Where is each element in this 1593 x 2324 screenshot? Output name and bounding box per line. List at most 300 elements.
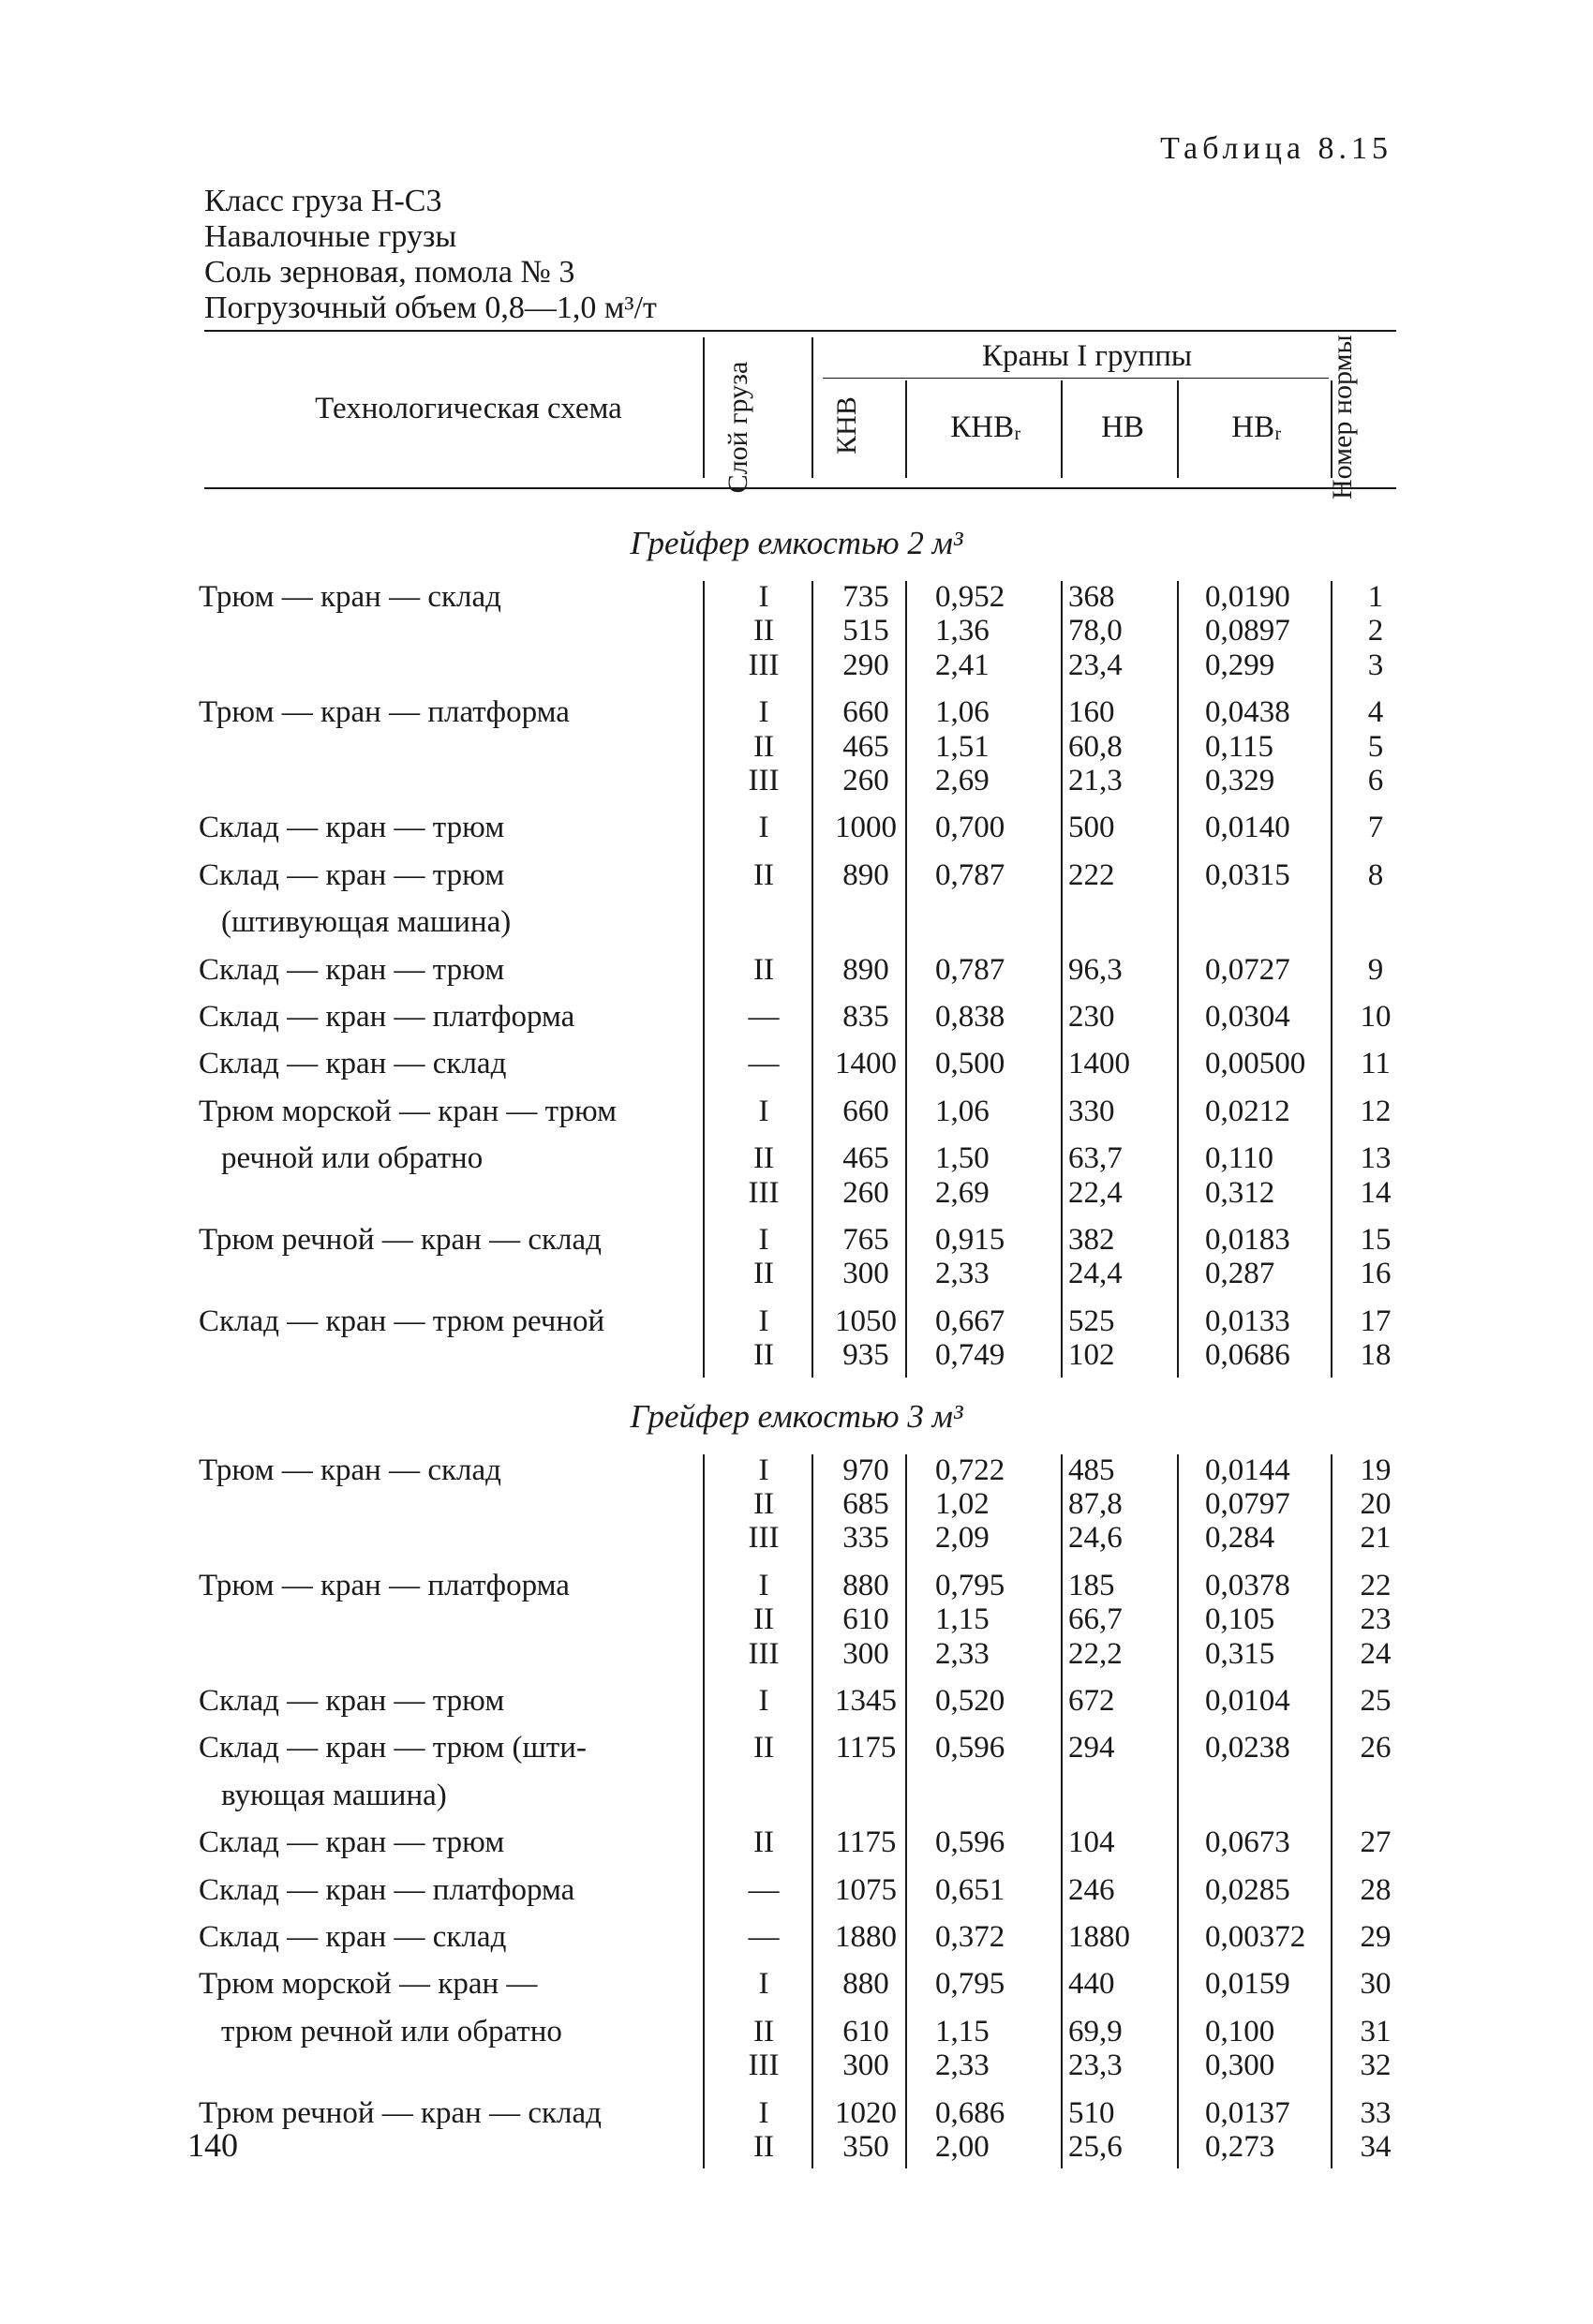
nv-cell: 160 [1068, 695, 1115, 730]
norm-number-cell: 23 [1360, 1602, 1392, 1637]
knv-cell: 465 [842, 729, 889, 764]
norm-number-cell: 11 [1361, 1047, 1391, 1081]
knv-cell: 515 [842, 614, 889, 648]
scheme-cell: Склад — кран — трюм речной [199, 1304, 605, 1338]
knv-cell: 1075 [835, 1872, 897, 1907]
knvr-cell: 1,36 [935, 614, 990, 648]
table-row [0, 613, 1593, 648]
header-divider [703, 337, 705, 478]
knv-cell: 1000 [835, 811, 897, 845]
column-divider [703, 1454, 705, 2169]
nv-cell: 22,2 [1068, 1636, 1123, 1671]
nv-cell: 368 [1068, 580, 1115, 614]
table-row [0, 1778, 1593, 1813]
scheme-cell: Склад — кран — платформа [199, 1000, 575, 1034]
layer-cell: III [748, 1521, 780, 1556]
scheme-cell: Склад — кран — трюм [199, 952, 505, 987]
layer-cell: I [758, 1568, 769, 1602]
nv-cell: 87,8 [1068, 1487, 1123, 1521]
scheme-cell: Трюм речной — кран — склад [199, 2095, 602, 2130]
table-row [0, 1636, 1593, 1672]
knv-cell: 1345 [835, 1684, 897, 1718]
nvr-cell: 0,0212 [1205, 1094, 1290, 1128]
layer-cell: — [748, 1000, 780, 1034]
nvr-cell: 0,0897 [1205, 614, 1290, 648]
table-row [0, 1568, 1593, 1603]
header-layer: Слой груза [722, 361, 753, 494]
nvr-cell: 0,329 [1205, 764, 1275, 797]
header-top-rule [204, 330, 1396, 332]
layer-cell: II [753, 729, 774, 764]
column-divider [1331, 1454, 1332, 2169]
scheme-cell: Склад — кран — трюм [199, 857, 505, 892]
scheme-cell: трюм речной или обратно [221, 2014, 562, 2048]
norm-number-cell: 27 [1360, 1825, 1392, 1860]
knvr-cell: 2,09 [935, 1521, 990, 1556]
layer-cell: — [748, 1872, 780, 1907]
nv-cell: 102 [1068, 1338, 1115, 1373]
knv-cell: 880 [842, 1568, 889, 1602]
table-row [0, 999, 1593, 1035]
layer-cell: III [748, 1636, 780, 1671]
nv-cell: 22,4 [1068, 1175, 1123, 1210]
norm-number-cell: 19 [1360, 1452, 1392, 1487]
table-row [0, 1825, 1593, 1860]
header-nv: НВ [1101, 410, 1144, 444]
knv-cell: 970 [842, 1452, 889, 1487]
knvr-cell: 0,596 [935, 1731, 1005, 1765]
nv-cell: 222 [1068, 857, 1115, 892]
nv-cell: 1400 [1068, 1047, 1130, 1081]
layer-cell: — [748, 1047, 780, 1081]
nvr-cell: 0,0378 [1205, 1568, 1290, 1602]
nv-cell: 63,7 [1068, 1141, 1123, 1176]
norm-number-cell: 14 [1360, 1175, 1392, 1210]
knvr-cell: 0,500 [935, 1047, 1005, 1081]
table-row [0, 1872, 1593, 1908]
section-title: Грейфер емкостью 2 м³ [630, 525, 963, 561]
table-row [0, 1337, 1593, 1373]
knv-cell: 1880 [835, 1920, 897, 1954]
norm-number-cell: 5 [1367, 729, 1384, 764]
norm-number-cell: 18 [1360, 1338, 1392, 1373]
layer-cell: I [758, 2095, 769, 2130]
layer-cell: II [753, 2014, 774, 2048]
scheme-cell: Склад — кран — склад [199, 1047, 507, 1081]
knvr-cell: 0,787 [935, 952, 1005, 987]
loading-volume: Погрузочный объем 0,8—1,0 м³/т [204, 290, 657, 325]
table-row [0, 579, 1593, 615]
column-divider [1061, 1454, 1063, 2169]
knv-cell: 610 [842, 1602, 889, 1637]
nvr-cell: 0,0159 [1205, 1967, 1290, 2002]
norm-number-cell: 21 [1360, 1521, 1392, 1556]
norm-number-cell: 28 [1360, 1872, 1392, 1907]
nv-cell: 78,0 [1068, 614, 1123, 648]
page-number: 140 [187, 2126, 238, 2164]
knvr-cell: 2,33 [935, 2048, 990, 2083]
table-row [0, 1222, 1593, 1258]
scheme-cell: Трюм морской — кран — [199, 1967, 538, 2002]
nv-cell: 66,7 [1068, 1602, 1123, 1637]
section-title: Грейфер емкостью 3 м³ [630, 1397, 963, 1435]
nv-cell: 185 [1068, 1568, 1115, 1602]
table-row [0, 1601, 1593, 1637]
norm-number-cell: 31 [1360, 2014, 1392, 2048]
scheme-cell: Склад — кран — трюм [199, 1825, 505, 1860]
norm-number-cell: 25 [1360, 1684, 1392, 1718]
nvr-cell: 0,110 [1205, 1141, 1274, 1176]
table-row [0, 1486, 1593, 1522]
nv-cell: 60,8 [1068, 729, 1123, 764]
table-row [0, 2129, 1593, 2165]
nvr-cell: 0,00372 [1205, 1920, 1306, 1954]
knvr-cell: 0,838 [935, 1000, 1005, 1034]
nvr-cell: 0,273 [1205, 2130, 1275, 2164]
nvr-cell: 0,0238 [1205, 1731, 1290, 1765]
scheme-cell: (штивующая машина) [221, 905, 512, 940]
header-divider [1061, 380, 1063, 478]
knvr-cell: 0,795 [935, 1967, 1005, 2002]
knvr-cell: 2,33 [935, 1257, 990, 1291]
nvr-cell: 0,300 [1205, 2048, 1275, 2083]
layer-cell: I [758, 1304, 769, 1338]
column-divider [905, 581, 907, 1378]
nv-cell: 230 [1068, 1000, 1115, 1034]
nv-cell: 104 [1068, 1825, 1115, 1860]
knvr-cell: 0,915 [935, 1223, 1005, 1257]
norm-number-cell: 8 [1367, 857, 1384, 892]
table-row [0, 1175, 1593, 1211]
norm-number-cell: 3 [1367, 648, 1384, 682]
knvr-cell: 0,749 [935, 1338, 1005, 1373]
scheme-cell: Трюм — кран — склад [199, 1452, 501, 1487]
layer-cell: III [748, 764, 780, 797]
nvr-cell: 0,0797 [1205, 1487, 1290, 1521]
nvr-cell: 0,312 [1205, 1175, 1275, 1210]
cargo-meta [204, 184, 657, 326]
knvr-cell: 1,51 [935, 729, 990, 764]
layer-cell: II [753, 1338, 774, 1373]
scheme-cell: Трюм речной — кран — склад [199, 1223, 602, 1257]
table-row [0, 1046, 1593, 1081]
norm-number-cell: 33 [1360, 2095, 1392, 2130]
layer-cell: II [753, 1257, 774, 1291]
knv-cell: 1175 [835, 1825, 897, 1860]
knvr-cell: 1,15 [935, 2014, 990, 2048]
norm-number-cell: 24 [1360, 1636, 1392, 1671]
nv-cell: 485 [1068, 1452, 1115, 1487]
nv-cell: 510 [1068, 2095, 1115, 2130]
header-divider [905, 380, 907, 478]
nvr-cell: 0,0140 [1205, 811, 1290, 845]
norm-number-cell: 16 [1360, 1257, 1392, 1291]
table-row [0, 810, 1593, 845]
knvr-cell: 2,41 [935, 648, 990, 682]
column-divider [905, 1454, 907, 2169]
norm-number-cell: 7 [1367, 811, 1384, 845]
knv-cell: 1175 [835, 1731, 897, 1765]
knv-cell: 890 [842, 857, 889, 892]
scheme-cell: Склад — кран — трюм (шти- [199, 1731, 587, 1765]
knvr-cell: 0,795 [935, 1568, 1005, 1602]
norm-number-cell: 30 [1360, 1967, 1392, 2002]
norm-number-cell: 34 [1360, 2130, 1392, 2164]
knvr-cell: 0,520 [935, 1684, 1005, 1718]
nvr-cell: 0,0183 [1205, 1223, 1290, 1257]
table-row [0, 1094, 1593, 1129]
nvr-cell: 0,315 [1205, 1636, 1275, 1671]
norm-number-cell: 20 [1360, 1487, 1392, 1521]
knv-cell: 300 [842, 2048, 889, 2083]
nvr-cell: 0,0133 [1205, 1304, 1290, 1338]
norm-number-cell: 17 [1360, 1304, 1392, 1338]
knv-cell: 660 [842, 1094, 889, 1128]
table-title: Таблица 8.15 [1160, 131, 1392, 166]
nv-cell: 525 [1068, 1304, 1115, 1338]
nvr-cell: 0,287 [1205, 1257, 1275, 1291]
nvr-cell: 0,0304 [1205, 1000, 1290, 1034]
norm-number-cell: 1 [1367, 580, 1384, 614]
knv-cell: 335 [842, 1521, 889, 1556]
layer-cell: I [758, 580, 769, 614]
knv-cell: 350 [842, 2130, 889, 2164]
scheme-cell: Трюм — кран — платформа [199, 695, 570, 730]
norm-number-cell: 26 [1360, 1731, 1392, 1765]
nv-cell: 440 [1068, 1967, 1115, 2002]
nvr-cell: 0,100 [1205, 2014, 1275, 2048]
table-row [0, 1520, 1593, 1556]
layer-cell: II [753, 1487, 774, 1521]
knvr-cell: 1,15 [935, 1602, 990, 1637]
knv-cell: 835 [842, 1000, 889, 1034]
nvr-cell: 0,284 [1205, 1521, 1275, 1556]
knvr-cell: 2,69 [935, 764, 990, 797]
scheme-cell: вующая машина) [221, 1778, 447, 1812]
norm-number-cell: 2 [1367, 614, 1384, 648]
norm-number-cell: 9 [1367, 952, 1384, 987]
header-cranes-group: Краны I группы [981, 339, 1193, 373]
knv-cell: 660 [842, 695, 889, 730]
knvr-cell: 0,722 [935, 1452, 1005, 1487]
norm-number-cell: 12 [1360, 1094, 1392, 1128]
table-row [0, 2048, 1593, 2083]
norm-number-cell: 6 [1367, 764, 1384, 797]
nvr-cell: 0,0438 [1205, 695, 1290, 730]
header-bottom-rule [204, 487, 1396, 489]
nv-cell: 69,9 [1068, 2014, 1123, 2048]
nv-cell: 24,6 [1068, 1521, 1123, 1556]
layer-cell: II [753, 614, 774, 648]
knv-cell: 890 [842, 952, 889, 987]
nv-cell: 294 [1068, 1731, 1115, 1765]
knvr-cell: 0,667 [935, 1304, 1005, 1338]
norm-number-cell: 22 [1360, 1568, 1392, 1602]
knv-cell: 1050 [835, 1304, 897, 1338]
norm-number-cell: 29 [1360, 1920, 1392, 1954]
table-row [0, 904, 1593, 940]
nv-cell: 500 [1068, 811, 1115, 845]
table-row [0, 729, 1593, 765]
table-row [0, 952, 1593, 988]
layer-cell: I [758, 1094, 769, 1128]
table-row [0, 648, 1593, 683]
layer-cell: III [748, 1175, 780, 1210]
header-knv: КНВ [831, 396, 862, 454]
nv-cell: 1880 [1068, 1920, 1130, 1954]
nvr-cell: 0,0144 [1205, 1452, 1290, 1487]
scheme-cell: Трюм — кран — склад [199, 580, 501, 614]
knv-cell: 465 [842, 1141, 889, 1176]
table-row [0, 857, 1593, 893]
knv-cell: 880 [842, 1967, 889, 2002]
knv-cell: 610 [842, 2014, 889, 2048]
knv-cell: 685 [842, 1487, 889, 1521]
column-divider [811, 1454, 813, 2169]
knvr-cell: 0,596 [935, 1825, 1005, 1860]
header-knvr: КНВᵣ [950, 410, 1021, 444]
header-divider [811, 337, 813, 478]
layer-cell: — [748, 1920, 780, 1954]
knvr-cell: 0,372 [935, 1920, 1005, 1954]
nvr-cell: 0,0673 [1205, 1825, 1290, 1860]
nvr-cell: 0,105 [1205, 1602, 1275, 1637]
table-row [0, 2014, 1593, 2049]
nv-cell: 24,4 [1068, 1257, 1123, 1291]
layer-cell: II [753, 1602, 774, 1637]
nvr-cell: 0,0315 [1205, 857, 1290, 892]
norm-number-cell: 10 [1360, 1000, 1392, 1034]
nvr-cell: 0,0285 [1205, 1872, 1290, 1907]
nv-cell: 382 [1068, 1223, 1115, 1257]
column-divider [1061, 581, 1063, 1378]
knv-cell: 260 [842, 1175, 889, 1210]
layer-cell: II [753, 2130, 774, 2164]
knv-cell: 260 [842, 764, 889, 797]
layer-cell: II [753, 1825, 774, 1860]
layer-cell: II [753, 1141, 774, 1176]
nv-cell: 21,3 [1068, 764, 1123, 797]
layer-cell: II [753, 952, 774, 987]
table-row [0, 1452, 1593, 1488]
table-row [0, 763, 1593, 798]
knv-cell: 765 [842, 1223, 889, 1257]
scheme-cell: речной или обратно [221, 1141, 484, 1176]
header-nvr: НВᵣ [1231, 410, 1282, 444]
norm-number-cell: 4 [1367, 695, 1384, 730]
header-divider [1177, 380, 1179, 478]
norm-number-cell: 13 [1360, 1141, 1392, 1176]
layer-cell: II [753, 857, 774, 892]
nvr-cell: 0,299 [1205, 648, 1275, 682]
nvr-cell: 0,0190 [1205, 580, 1290, 614]
scheme-cell: Трюм морской — кран — трюм [199, 1094, 618, 1128]
scheme-cell: Трюм — кран — платформа [199, 1568, 570, 1602]
layer-cell: III [748, 2048, 780, 2083]
column-divider [811, 581, 813, 1378]
layer-cell: I [758, 1967, 769, 2002]
table-row [0, 2095, 1593, 2131]
table-row [0, 694, 1593, 730]
norm-number-cell: 15 [1360, 1223, 1392, 1257]
knv-cell: 300 [842, 1257, 889, 1291]
nv-cell: 96,3 [1068, 952, 1123, 987]
knvr-cell: 2,69 [935, 1175, 990, 1210]
nv-cell: 672 [1068, 1684, 1115, 1718]
column-divider [1331, 581, 1332, 1378]
knvr-cell: 1,50 [935, 1141, 990, 1176]
knvr-cell: 1,06 [935, 1094, 990, 1128]
knvr-cell: 0,686 [935, 2095, 1005, 2130]
table-row [0, 1683, 1593, 1719]
knv-cell: 1400 [835, 1047, 897, 1081]
knv-cell: 300 [842, 1636, 889, 1671]
layer-cell: I [758, 811, 769, 845]
header-norm-number: Номер нормы [1327, 335, 1358, 499]
layer-cell: I [758, 1684, 769, 1718]
scheme-cell: Склад — кран — склад [199, 1920, 507, 1954]
nvr-cell: 0,115 [1205, 729, 1274, 764]
table-row [0, 1966, 1593, 2002]
knvr-cell: 1,06 [935, 695, 990, 730]
nv-cell: 25,6 [1068, 2130, 1123, 2164]
column-divider [1177, 581, 1179, 1378]
knvr-cell: 0,651 [935, 1872, 1005, 1907]
layer-cell: I [758, 695, 769, 730]
cargo-name: Соль зерновая, помола № 3 [204, 255, 575, 290]
layer-cell: I [758, 1223, 769, 1257]
scheme-cell: Склад — кран — платформа [199, 1872, 575, 1907]
knv-cell: 1020 [835, 2095, 897, 2130]
nvr-cell: 0,00500 [1205, 1047, 1306, 1081]
norm-number-cell: 32 [1360, 2048, 1392, 2083]
table-row [0, 1140, 1593, 1176]
column-divider [1177, 1454, 1179, 2169]
nv-cell: 330 [1068, 1094, 1115, 1128]
nv-cell: 23,3 [1068, 2048, 1123, 2083]
nvr-cell: 0,0686 [1205, 1338, 1290, 1373]
nv-cell: 23,4 [1068, 648, 1123, 682]
scheme-cell: Склад — кран — трюм [199, 1684, 505, 1718]
table-row [0, 1730, 1593, 1765]
knv-cell: 290 [842, 648, 889, 682]
scheme-cell: Склад — кран — трюм [199, 811, 505, 845]
layer-cell: I [758, 1452, 769, 1487]
knvr-cell: 0,700 [935, 811, 1005, 845]
knvr-cell: 1,02 [935, 1487, 990, 1521]
knv-cell: 935 [842, 1338, 889, 1373]
knvr-cell: 2,33 [935, 1636, 990, 1671]
knvr-cell: 0,787 [935, 857, 1005, 892]
header-scheme: Технологическая схема [315, 392, 622, 425]
table-row [0, 1919, 1593, 1955]
knvr-cell: 0,952 [935, 580, 1005, 614]
table-row [0, 1256, 1593, 1291]
cargo-class: Класс груза Н-С3 [204, 184, 442, 218]
layer-cell: II [753, 1731, 774, 1765]
cranes-group-rule [823, 378, 1329, 379]
knvr-cell: 2,00 [935, 2130, 990, 2164]
nvr-cell: 0,0727 [1205, 952, 1290, 987]
nvr-cell: 0,0104 [1205, 1684, 1290, 1718]
nvr-cell: 0,0137 [1205, 2095, 1290, 2130]
knv-cell: 735 [842, 580, 889, 614]
layer-cell: III [748, 648, 780, 682]
column-divider [703, 581, 705, 1378]
cargo-type: Навалочные грузы [204, 219, 457, 254]
table-row [0, 1304, 1593, 1339]
nv-cell: 246 [1068, 1872, 1115, 1907]
